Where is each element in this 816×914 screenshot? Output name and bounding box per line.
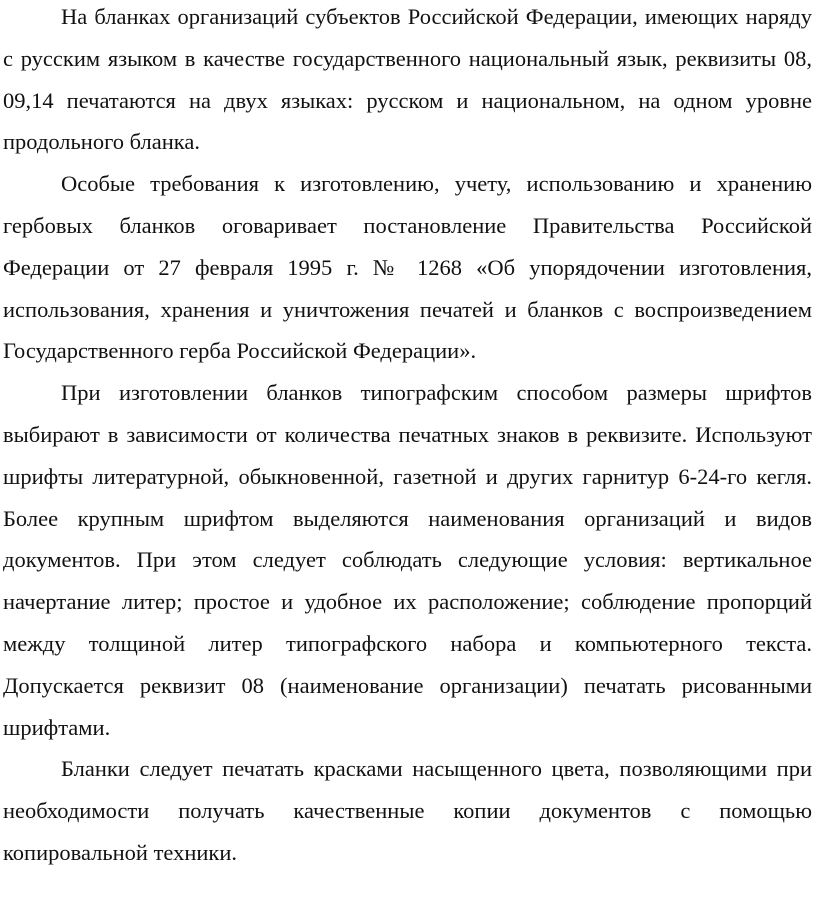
paragraph-bilingual-requisites: На бланках организаций субъектов Российской Федерации, имеющих наряду с русским языком в качестве государственного национальный язык, реквизиты 08, 09,14 печатаются на двух языках: русском и национальном, на одном уровне продольного бланка.	[3, 4, 812, 155]
paragraph-coat-of-arms-forms: Особые требования к изготовлению, учету, использованию и хранению гербовых бланков оговаривает постановление Правительства Российской Федерации от 27 февраля 1995 г. № 1268 «Об упорядочении изготовления, использования, хранения и уничтожения печатей и бланков с воспроизведением Государственного герба Российской Федерации».	[3, 171, 812, 364]
paragraph-typography-fonts: При изготовлении бланков типографским способом размеры шрифтов выбирают в зависимости от количества печатных знаков в реквизите. Используют шрифты литературной, обыкновенной, газетной и других гарнитур 6-24-го кегля. Более крупным шрифтом выделяются наименования организаций и видов документов. При этом следует соблюдать следующие условия: вертикальное начертание литер; простое и удобное их расположение; соблюдение пропорций между толщиной литер типографского набора и компьютерного текста. Допускается реквизит 08 (наименование организации) печатать рисованными шрифтами.	[3, 380, 812, 740]
paragraph-printing-inks: Бланки следует печатать красками насыщенного цвета, позволяющими при необходимости получать качественные копии документов с помощью копировальной техники.	[3, 756, 812, 865]
